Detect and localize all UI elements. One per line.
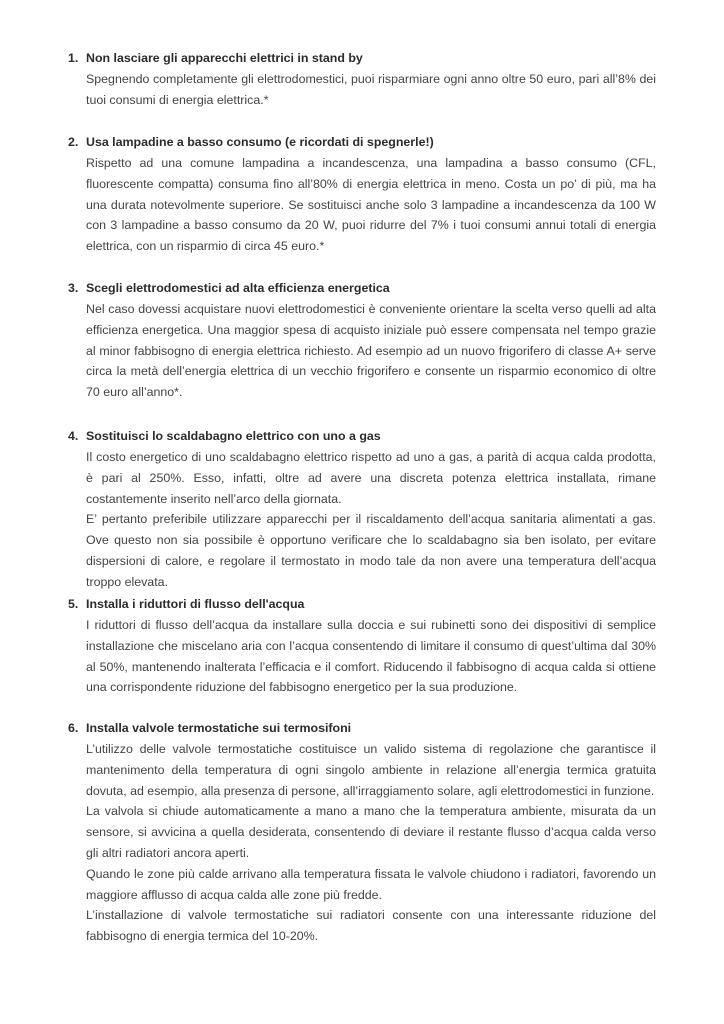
tip-paragraph: L’installazione di valvole termostatiche sui radiatori consente con una interessante riduzione del fabbisogno di energia termica del 10-20%.	[86, 908, 656, 944]
tip-number: 5.	[68, 597, 79, 611]
tip-title: Installa valvole termostatiche sui termosifoni	[86, 721, 352, 735]
tip-title: Non lasciare gli apparecchi elettrici in stand by	[86, 51, 363, 65]
tip-thermostatic-valves	[68, 718, 656, 947]
tip-low-energy-bulbs	[68, 132, 656, 257]
tip-title: Installa i riduttori di flusso dell'acqua	[86, 597, 305, 611]
tip-paragraph: Nel caso dovessi acquistare nuovi elettrodomestici è conveniente orientare la scelta verso quelli ad alta efficienza energetica. Una maggior spesa di acquisto iniziale può essere compensata nel tempo grazie al minor fabbisogno di energia elettrica richiesto. Ad esempio ad un nuovo frigorifero di classe A+ serve circa la metà dell’energia elettrica di un vecchio frigorifero e consente un risparmio economico di oltre 70 euro all’anno*.	[86, 302, 656, 400]
tip-standby	[68, 48, 656, 111]
tip-paragraph: Quando le zone più calde arrivano alla temperatura fissata le valvole chiudono i radiatori, favorendo un maggiore afflusso di acqua calda alle zone più fredde.	[86, 866, 656, 902]
tip-number: 3.	[68, 281, 79, 295]
tip-number: 4.	[68, 429, 79, 443]
tip-title: Sostituisci lo scaldabagno elettrico con uno a gas	[86, 429, 381, 443]
tip-efficient-appliances	[68, 278, 656, 403]
tip-number: 6.	[68, 721, 79, 735]
tip-paragraph: Rispetto ad una comune lampadina a incandescenza, una lampadina a basso consumo (CFL, fluorescente compatta) consuma fino all’80% di energia elettrica in meno. Costa un po’ di più, ma ha una durata notevolmente superiore. Se sostituisci anche solo 3 lampadine a incandescenza da 100 W con 3 lampadine a basso consumo da 20 W, puoi ridurre del 7% i tuoi consumi annui totali di energia elettrica, con un risparmio di circa 45 euro.*	[86, 156, 656, 254]
tip-paragraph: La valvola si chiude automaticamente a mano a mano che la temperatura ambiente, misurata da un sensore, si avvicina a quella desiderata, consentendo di deviare il restante flusso d’acqua calda verso gli altri radiatori ancora aperti.	[86, 804, 656, 860]
tip-number: 1.	[68, 51, 79, 65]
tip-title: Usa lampadine a basso consumo (e ricordati di spegnerle!)	[86, 135, 434, 149]
tip-gas-water-heater	[68, 426, 656, 593]
tip-paragraph: E’ pertanto preferibile utilizzare apparecchi per il riscaldamento dell’acqua sanitaria alimentati a gas. Ove questo non sia possibile è opportuno verificare che lo scaldabagno sia ben isolato, per evitare dispersioni di calore, e regolare il termostato in modo tale da non avere una temperatura dell’acqua troppo elevata.	[86, 512, 656, 589]
tip-number: 2.	[68, 135, 79, 149]
tip-title: Scegli elettrodomestici ad alta efficienza energetica	[86, 281, 390, 295]
tip-paragraph: Spegnendo completamente gli elettrodomestici, puoi risparmiare ogni anno oltre 50 euro, pari all’8% dei tuoi consumi di energia elettrica.*	[86, 72, 656, 107]
tip-paragraph: I riduttori di flusso dell’acqua da installare sulla doccia e sui rubinetti sono dei dispositivi di semplice installazione che miscelano aria con l’acqua consentendo di limitare il consumo di quest’ultima dal 30% al 50%, mantenendo inalterata l’efficacia e il comfort. Riducendo il fabbisogno di acqua calda si ottiene una corrispondente riduzione del fabbisogno energetico per la sua produzione.	[86, 618, 656, 695]
tip-paragraph: L’utilizzo delle valvole termostatiche costituisce un valido sistema di regolazione che garantisce il mantenimento della temperatura di ogni singolo ambiente in relazione all’energia termica gratuita dovuta, ad esempio, alla presenza di persone, all’irraggiamento solare, agli elettrodomestici in funzione.	[86, 742, 656, 798]
tip-flow-reducers	[68, 594, 656, 698]
tip-paragraph: Il costo energetico di uno scaldabagno elettrico rispetto ad uno a gas, a parità di acqua calda prodotta, è pari al 250%. Esso, infatti, oltre ad avere una discreta potenza elettrica installata, rimane costantemente inserito nell’arco della giornata.	[86, 450, 656, 506]
